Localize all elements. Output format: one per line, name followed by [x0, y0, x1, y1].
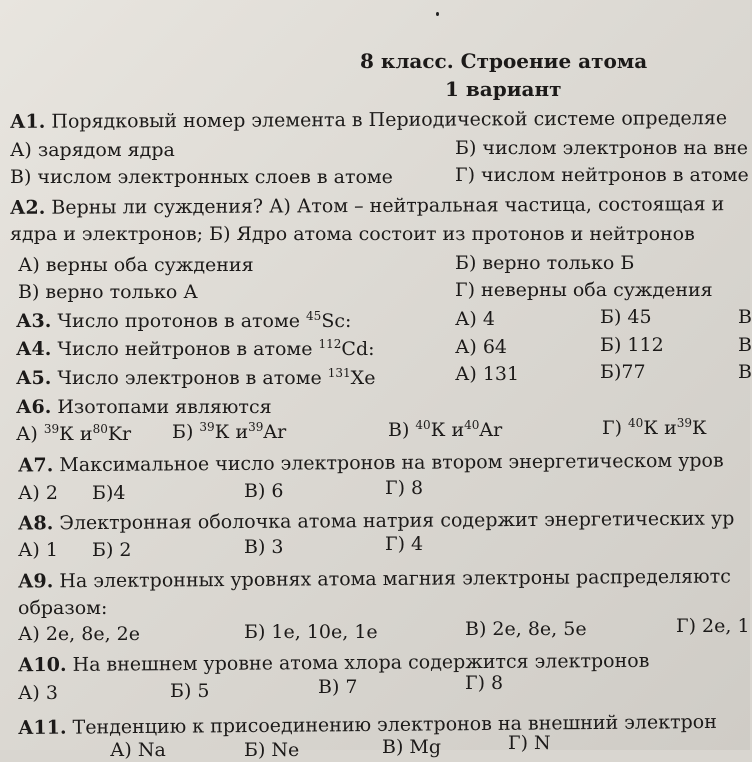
option-letter: Г) — [602, 417, 622, 439]
question-a5 — [16, 366, 375, 390]
answer-option: А) 1 — [18, 539, 58, 561]
question-number: А2. — [9, 196, 46, 219]
answer-option: А) верны оба суждения — [18, 254, 254, 276]
question-text: Число нейтронов в атоме — [57, 338, 313, 360]
question-number: А5. — [16, 367, 52, 389]
question-text: Верны ли суждения? А) Атом – нейтральная частица, состоящая и — [51, 193, 725, 219]
question-text: Порядковый номер элемента в Периодической системе определяе — [51, 107, 728, 133]
element-symbol: Kr — [107, 423, 132, 445]
answer-option: В — [738, 361, 752, 383]
answer-option-g — [602, 416, 707, 440]
answer-option: В) Mg — [382, 736, 442, 758]
option-letter: Б) — [172, 421, 194, 443]
mass-number: 39 — [199, 420, 215, 434]
answer-option: Г) 8 — [465, 672, 504, 694]
question-text-continued: образом: — [18, 597, 108, 619]
answer-option: А) 64 — [455, 336, 508, 358]
question-number: А6. — [16, 396, 52, 418]
variant-label: 1 вариант — [445, 77, 562, 101]
question-text: Число протонов в атоме — [57, 310, 300, 332]
question-text: Тенденцию к присоединению электронов на внешний электрон — [72, 710, 717, 739]
mass-number: 39 — [43, 422, 60, 436]
answer-option: В) 3 — [244, 536, 284, 558]
option-letter: А) — [16, 423, 38, 445]
answer-option: Г) числом нейтронов в атоме — [455, 164, 749, 186]
mass-number: 39 — [248, 420, 264, 434]
mass-number: 40 — [415, 418, 431, 432]
answer-option: А) 2е, 8е, 2е — [18, 623, 140, 645]
question-number: А1. — [9, 110, 46, 133]
answer-option: Б)77 — [600, 361, 646, 383]
answer-option: Г) 2е, 1 — [676, 615, 750, 637]
question-number: А8. — [17, 512, 54, 535]
ink-dot — [436, 12, 439, 16]
question-a3 — [16, 309, 351, 333]
mass-number: 39 — [676, 416, 693, 430]
answer-option: В — [738, 306, 752, 328]
answer-option: Б) 112 — [600, 334, 664, 356]
answer-option: Б) 2 — [92, 539, 132, 561]
question-a4 — [16, 337, 375, 361]
answer-option: В) 6 — [244, 480, 284, 502]
question-number: А10. — [17, 653, 67, 677]
element-symbol: К и — [214, 421, 249, 443]
element-symbol: К и — [643, 417, 677, 439]
mass-number: 40 — [464, 418, 480, 432]
question-number: А9. — [17, 570, 54, 593]
question-a8 — [18, 506, 734, 535]
option-letter: В) — [388, 419, 410, 441]
question-a7 — [18, 449, 724, 478]
answer-option-v — [388, 418, 502, 442]
answer-option: А) зарядом ядра — [10, 139, 175, 161]
answer-option: Б) 5 — [170, 680, 210, 702]
question-a6 — [16, 395, 272, 419]
element-symbol: К и — [430, 419, 465, 441]
question-text: Изотопами являются — [57, 396, 272, 418]
answer-option: Г) неверны оба суждения — [455, 279, 713, 301]
question-text: Максимальное число электронов на втором энергетическом уров — [59, 449, 724, 477]
mass-number: 112 — [318, 337, 342, 351]
answer-option: А) 4 — [455, 308, 495, 330]
question-text-continued: ядра и электронов; Б) Ядро атома состоит из протонов и нейтронов — [10, 223, 695, 245]
mass-number: 80 — [92, 422, 108, 436]
element-symbol: Sc: — [321, 310, 352, 332]
question-text: Электронная оболочка атома натрия содержит энергетических ур — [59, 507, 735, 535]
question-number: А7. — [17, 454, 54, 477]
answer-option: А) Na — [110, 739, 166, 761]
answer-option: Г) N — [508, 732, 551, 754]
answer-option: Б) верно только Б — [455, 252, 635, 274]
answer-option: Г) 8 — [385, 477, 424, 499]
question-a11 — [18, 710, 717, 740]
answer-option: Б) 45 — [600, 306, 652, 328]
mass-number: 45 — [306, 309, 322, 323]
element-symbol: Cd: — [341, 338, 375, 360]
mass-number: 131 — [327, 366, 351, 380]
question-a1 — [10, 106, 727, 134]
answer-option: А) 2 — [18, 482, 58, 504]
answer-option: Б) числом электронов на вне — [455, 137, 749, 159]
answer-option: В) числом электронных слоев в атоме — [10, 166, 393, 188]
question-text: Число электронов в атоме — [57, 367, 322, 389]
mass-number: 40 — [628, 416, 644, 430]
question-text: На внешнем уровне атома хлора содержится электронов — [72, 649, 650, 676]
element-symbol: Ar — [263, 421, 287, 443]
element-symbol: Xe — [350, 367, 376, 389]
answer-option-b — [172, 420, 286, 444]
answer-option: В) верно только А — [18, 281, 198, 303]
question-number: А4. — [16, 338, 52, 360]
question-text: На электронных уровнях атома магния электроны распределяютс — [59, 565, 731, 593]
answer-option-a — [16, 422, 131, 446]
answer-option: Б) 1е, 10е, 1е — [244, 621, 378, 643]
question-number: А11. — [17, 716, 67, 740]
answer-option: В — [738, 334, 752, 356]
question-a2 — [10, 192, 724, 220]
answer-option: А) 3 — [18, 682, 58, 704]
answer-option: В) 2е, 8е, 5е — [465, 618, 587, 640]
element-symbol: Ar — [479, 419, 503, 441]
answer-option: Б)4 — [92, 482, 126, 504]
element-symbol: К — [692, 417, 707, 439]
question-a10 — [18, 649, 650, 677]
question-a9 — [18, 565, 731, 594]
answer-option: В) 7 — [318, 676, 358, 698]
answer-option: А) 131 — [455, 363, 520, 385]
element-symbol: К и — [59, 423, 93, 445]
worksheet-title: 8 класс. Строение атома — [360, 49, 648, 73]
answer-option: Г) 4 — [385, 533, 424, 555]
question-number: А3. — [16, 310, 52, 332]
answer-option: Б) Ne — [244, 739, 300, 761]
